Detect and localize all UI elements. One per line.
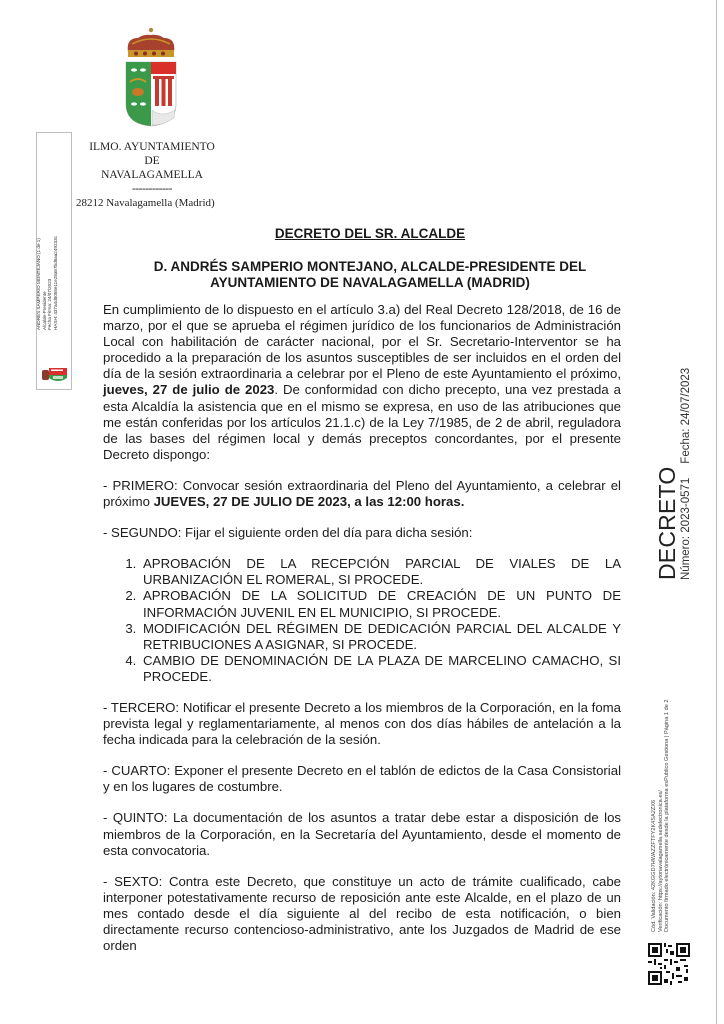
verification-url[interactable]: Verificación: https://aytonavalagamella.sedelectronica.es/: [657, 790, 664, 932]
coat-of-arms-icon: [122, 26, 180, 128]
signature-note: Documento firmado electrónicamente desde la plataforma esPublico Gestiona | Página 1 de 2: [664, 699, 671, 932]
qr-code-icon[interactable]: [648, 943, 690, 985]
document-subtitle: [100, 259, 640, 291]
session-date: jueves, 27 de julio de 2023: [103, 382, 275, 398]
municipality-header: [62, 140, 242, 210]
clause-segundo: - SEGUNDO: Fijar el siguiente orden del día para dicha sesión:: [103, 525, 473, 541]
margin-divider: [716, 0, 717, 1024]
clause-tercero: - TERCERO: Notificar el presente Decreto a los miembros de la Corporación, en la foma prevista legal y reglamentariamente, al menos con dos días hábiles de antelación a la fecha indicada para la celebración de la sesión.: [103, 699, 621, 748]
agenda-item: 1. APROBACIÓN DE LA RECEPCIÓN PARCIAL DE VIALES DE LA URBANIZACIÓN EL ROMERAL, SI PROCEDE.: [140, 556, 621, 588]
municipality-address: 28212 Navalagamella (Madrid): [76, 197, 215, 209]
clause-sexto: - SEXTO: Contra este Decreto, que constituye un acto de trámite cualificado, cabe interponer potestativamente recurso de reposición ante este Alcalde, en el plazo de un mes contado desde el día siguiente al del recibo de esta notificación, o bien directamente recurso contencioso-administrativo, ante los Juzgados de Madrid de ese orden: [103, 873, 621, 954]
signer-role: Alcalde-Presidente: [41, 291, 47, 330]
crown-icon: [128, 28, 175, 57]
clause-cuarto: - CUARTO: Exponer el presente Decreto en el tablón de edictos de la Casa Consistorial y en los lugares de costumbre.: [103, 763, 621, 795]
decree-label: DECRETO: [654, 466, 680, 580]
agenda-item: 4. CAMBIO DE DENOMINACIÓN DE LA PLAZA DE MARCELINO CAMACHO, SI PROCEDE.: [140, 653, 621, 685]
signature-stamp-text: [36, 80, 58, 330]
signature-date: Fecha Firma: 24/07/2023: [47, 278, 53, 330]
mini-coat-of-arms-icon: [41, 366, 69, 384]
signer-name: ANDRES SAMPERIO MONTEJANO (1 de 1): [36, 238, 41, 330]
header-separator: ------------: [132, 183, 172, 195]
agenda-item: 2. APROBACIÓN DE LA SOLICITUD DE CREACIÓN DE UN PUNTO DE INFORMACIÓN JUVENIL EN EL MUNICIPIO, SI PROCEDE.: [140, 588, 621, 620]
validation-code: Cód. Validación: 42KGGD7HWAZZFTFY2K4SA2ZX6: [651, 799, 657, 932]
signature-hash: HASH: 437a4d8058e11e28a57bd6aa249233c: [52, 236, 58, 330]
agenda-item: 3. MODIFICACIÓN DEL RÉGIMEN DE DEDICACIÓN PARCIAL DEL ALCALDE Y RETRIBUCIONES A ASIGNAR, SI PROCEDE.: [140, 621, 621, 653]
decree-date: Fecha: 24/07/2023: [680, 367, 692, 464]
session-datetime: JUEVES, 27 DE JULIO DE 2023, a las 12:00 horas.: [153, 494, 465, 510]
institution-line-3: NAVALAGAMELLA: [101, 169, 203, 181]
intro-paragraph: En cumplimiento de lo dispuesto en el artículo 3.a) del Real Decreto 128/2018, de 16 de marzo, por el que se aprueba el régimen jurídico de los funcionarios de Administración Local con habilitación de carácter nacional, por el Sr. Secretario-Interventor se ha procedido a la preparación de los asuntos susceptibles de ser incluidos en el orden del día de la sesión extraordinaria a celebrar por el Pleno de este Ayuntamiento el próximo, jueves, 27 de julio de 2023. De conformidad con dicho precepto, una vez prestada a esta Alcaldía la asistencia que en el mismo se expresa, en uso de las atribuciones que me están conferidas por los artículos 21.1.c) de la Ley 7/1985, de 2 de abril, reguladora de las bases del régimen local y demás preceptos concordantes, por el presente Decreto dispongo:: [103, 302, 621, 462]
subtitle-line-1: D. ANDRÉS SAMPERIO MONTEJANO, ALCALDE-PRESIDENTE DEL: [153, 259, 587, 274]
document-title: DECRETO DEL SR. ALCALDE: [274, 226, 466, 241]
decree-stamp: [655, 340, 693, 580]
institution-line-2: DE: [144, 155, 160, 167]
clause-primero: - PRIMERO: Convocar sesión extraordinaria del Pleno del Ayuntamiento, a celebrar el próximo JUEVES, 27 DE JULIO DE 2023, a las 12:00 horas.: [103, 477, 621, 510]
decree-number: Número: 2023-0571: [680, 477, 692, 580]
clause-quinto: - QUINTO: La documentación de los asuntos a tratar debe estar a disposición de los miembros de la Corporación, en la Secretaría del Ayuntamiento, desde el momento de esta convocatoria.: [103, 810, 621, 858]
agenda-list: [103, 556, 621, 685]
decree-number-date: [679, 340, 693, 580]
subtitle-line-2: AYUNTAMIENTO DE NAVALAGAMELLA (MADRID): [210, 275, 530, 290]
document-body: [103, 302, 621, 969]
institution-line-1: ILMO. AYUNTAMIENTO: [89, 141, 215, 153]
verification-text: [651, 602, 671, 932]
